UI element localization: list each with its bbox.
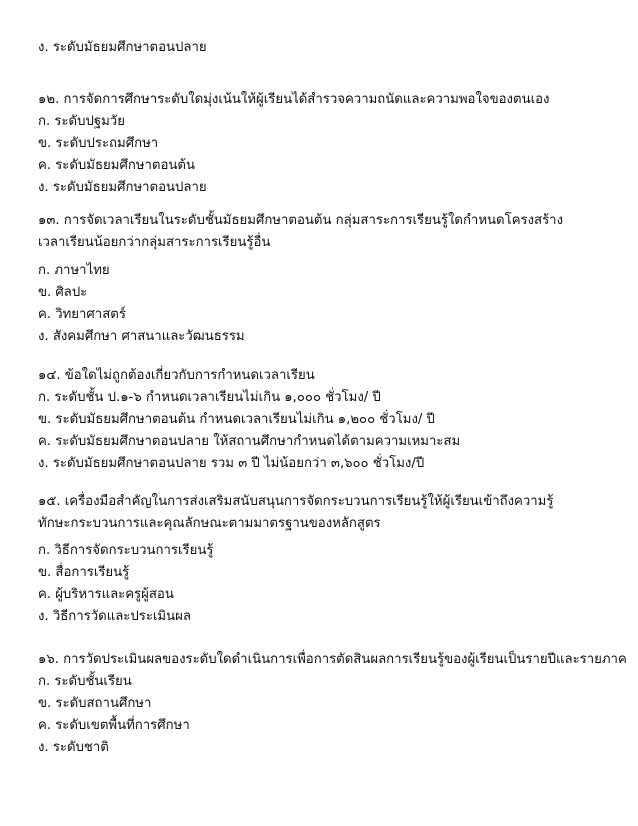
answer-option: ง. สังคมศึกษา ศาสนาและวัฒนธรรม — [38, 329, 245, 344]
question-15: ๑๕. เครื่องมือสำคัญในการส่งเสริมสนับสนุนการจัดกระบวนการเรียนรู้ให้ผู้เรียนเข้าถึงความรู้ — [38, 494, 554, 509]
question-14: ๑๔. ข้อใดไม่ถูกต้องเกี่ยวกับการกำหนดเวลาเรียน — [38, 368, 315, 383]
answer-option: ข. สื่อการเรียนรู้ — [38, 565, 130, 580]
question-15-continued: ทักษะกระบวนการและคุณลักษณะตามมาตรฐานของหลักสูตร — [38, 516, 381, 531]
answer-option: ค. ระดับมัธยมศึกษาตอนปลาย ให้สถานศึกษากำหนดได้ตามความเหมาะสม — [38, 434, 461, 449]
answer-option: ก. ระดับชั้นเรียน — [38, 674, 132, 689]
answer-option: ค. ระดับเขตพื้นที่การศึกษา — [38, 718, 190, 733]
answer-option: ก. ระดับชั้น ป.๑-๖ กำหนดเวลาเรียนไม่เกิน ๑,๐๐๐ ชั่วโมง/ ปี — [38, 390, 381, 405]
answer-option: ง. ระดับมัธยมศึกษาตอนปลาย — [38, 40, 207, 55]
answer-option: ข. ระดับสถานศึกษา — [38, 696, 152, 711]
answer-option: ง. ระดับมัธยมศึกษาตอนปลาย รวม ๓ ปี ไม่น้อยกว่า ๓,๖๐๐ ชั่วโมง/ปี — [38, 456, 425, 471]
answer-option: ข. ศิลปะ — [38, 285, 88, 300]
answer-option: ข. ระดับมัธยมศึกษาตอนต้น กำหนดเวลาเรียนไม่เกิน ๑,๒๐๐ ชั่วโมง/ ปี — [38, 412, 435, 427]
answer-option: ค. ผู้บริหารและครูผู้สอน — [38, 587, 174, 602]
question-12: ๑๒. การจัดการศึกษาระดับใดมุ่งเน้นให้ผู้เรียนได้สำรวจความถนัดและความพอใจของตนเอง — [38, 92, 550, 107]
question-16: ๑๖. การวัดประเมินผลของระดับใดดำเนินการเพื่อการตัดสินผลการเรียนรู้ของผู้เรียนเป็นรายปีและรายภาค — [38, 652, 627, 667]
answer-option: ง. ระดับชาติ — [38, 740, 109, 755]
answer-option: ค. วิทยาศาสตร์ — [38, 307, 126, 322]
answer-option: ง. ระดับมัธยมศึกษาตอนปลาย — [38, 180, 207, 195]
answer-option: ข. ระดับประถมศึกษา — [38, 136, 159, 151]
question-13: ๑๓. การจัดเวลาเรียนในระดับชั้นมัธยมศึกษาตอนต้น กลุ่มสาระการเรียนรู้ใดกำหนดโครงสร้าง — [38, 213, 564, 228]
answer-option: ก. วิธีการจัดกระบวนการเรียนรู้ — [38, 543, 214, 558]
question-13-continued: เวลาเรียนน้อยกว่ากลุ่มสาระการเรียนรู้อื่น — [38, 235, 271, 250]
answer-option: ก. ภาษาไทย — [38, 263, 110, 278]
answer-option: ก. ระดับปฐมวัย — [38, 114, 125, 129]
answer-option: ค. ระดับมัธยมศึกษาตอนต้น — [38, 158, 196, 173]
answer-option: ง. วิธีการวัดและประเมินผล — [38, 609, 191, 624]
